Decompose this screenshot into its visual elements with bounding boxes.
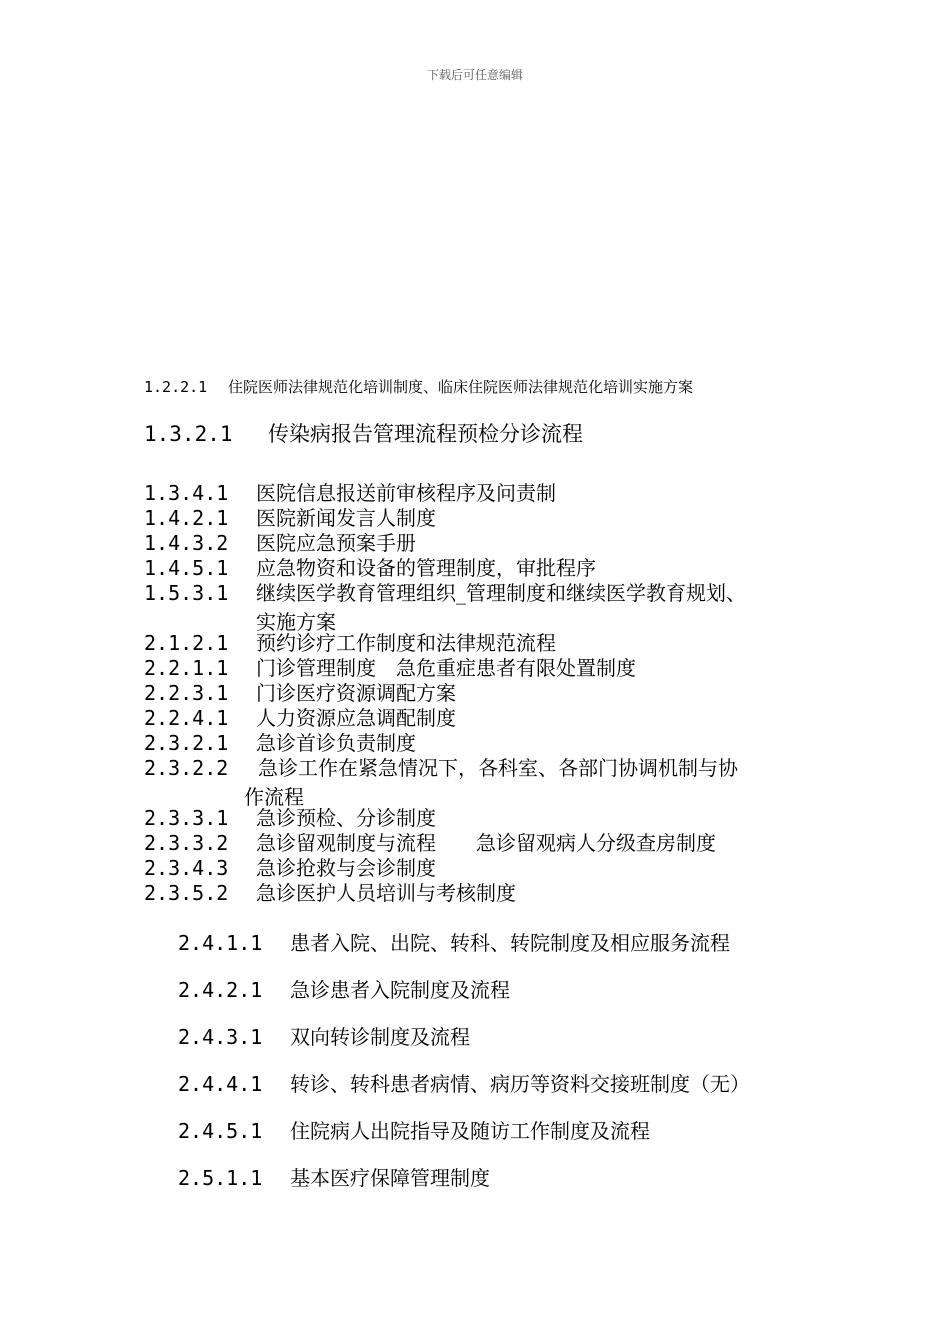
entry-title: 人力资源应急调配制度 bbox=[256, 706, 456, 730]
entry-number: 2.4.2.1 bbox=[178, 978, 263, 1002]
entry-title: 急诊工作在紧急情况下，各科室、各部门协调机制与协 bbox=[258, 756, 738, 780]
entry-number: 2.3.2.2 bbox=[144, 756, 229, 780]
entry-number: 1.3.4.1 bbox=[144, 481, 229, 505]
entry-number: 2.2.3.1 bbox=[144, 681, 229, 705]
toc-entry bbox=[144, 418, 583, 448]
entry-number: 2.3.3.2 bbox=[144, 831, 229, 855]
entry-title: 门诊管理制度 急危重症患者有限处置制度 bbox=[256, 656, 636, 680]
entry-number: 1.3.2.1 bbox=[144, 422, 233, 446]
toc-entry bbox=[178, 1021, 470, 1050]
entry-title: 住院医师法律规范化培训制度、临床住院医师法律规范化培训实施方案 bbox=[228, 378, 694, 396]
entry-title: 急诊抢救与会诊制度 bbox=[256, 856, 436, 880]
toc-entry bbox=[178, 1115, 650, 1144]
entry-title: 急诊患者入院制度及流程 bbox=[290, 978, 510, 1002]
entry-title: 预约诊疗工作制度和法律规范流程 bbox=[256, 631, 556, 655]
entry-number: 2.3.5.2 bbox=[144, 881, 229, 905]
toc-entry bbox=[144, 806, 436, 831]
toc-entry bbox=[144, 556, 596, 581]
entry-number: 2.4.4.1 bbox=[178, 1072, 263, 1096]
toc-entry bbox=[144, 376, 693, 397]
entry-number: 2.2.1.1 bbox=[144, 656, 229, 680]
toc-entry bbox=[144, 831, 716, 856]
entry-number: 1.2.2.1 bbox=[144, 378, 208, 396]
page-header: 下载后可任意编辑 bbox=[426, 68, 523, 82]
entry-title: 患者入院、出院、转科、转院制度及相应服务流程 bbox=[290, 931, 730, 955]
entry-number: 2.4.5.1 bbox=[178, 1119, 263, 1143]
entry-number: 1.4.5.1 bbox=[144, 556, 229, 580]
entry-title: 医院新闻发言人制度 bbox=[256, 506, 436, 530]
entry-title: 医院应急预案手册 bbox=[256, 531, 416, 555]
entry-number: 2.2.4.1 bbox=[144, 706, 229, 730]
toc-entry bbox=[144, 506, 436, 531]
toc-entry bbox=[144, 731, 416, 756]
entry-title: 门诊医疗资源调配方案 bbox=[256, 681, 456, 705]
entry-title: 继续医学教育管理组织_管理制度和继续医学教育规划、 bbox=[256, 581, 746, 605]
toc-entry bbox=[178, 1162, 490, 1191]
toc-entry bbox=[144, 681, 456, 706]
entry-title-continuation: 实施方案 bbox=[256, 610, 336, 634]
entry-number: 2.5.1.1 bbox=[178, 1166, 263, 1190]
toc-entry bbox=[144, 581, 746, 606]
toc-entry bbox=[144, 756, 738, 781]
entry-title: 急诊预检、分诊制度 bbox=[256, 806, 436, 830]
entry-number: 2.4.3.1 bbox=[178, 1025, 263, 1049]
toc-entry bbox=[178, 974, 510, 1003]
entry-title: 住院病人出院指导及随访工作制度及流程 bbox=[290, 1119, 650, 1143]
entry-number: 2.4.1.1 bbox=[178, 931, 263, 955]
entry-title: 医院信息报送前审核程序及问责制 bbox=[256, 481, 556, 505]
toc-entry bbox=[178, 927, 730, 956]
toc-entry bbox=[144, 856, 436, 881]
toc-entry bbox=[144, 706, 456, 731]
entry-number: 2.3.3.1 bbox=[144, 806, 229, 830]
entry-title: 急诊留观制度与流程 急诊留观病人分级查房制度 bbox=[256, 831, 716, 855]
toc-entry bbox=[178, 1068, 750, 1097]
toc-entry bbox=[144, 881, 516, 906]
entry-title: 急诊医护人员培训与考核制度 bbox=[256, 881, 516, 905]
entry-title: 应急物资和设备的管理制度，审批程序 bbox=[256, 556, 596, 580]
entry-title: 传染病报告管理流程预检分诊流程 bbox=[268, 422, 583, 446]
entry-title: 基本医疗保障管理制度 bbox=[290, 1166, 490, 1190]
entry-title: 转诊、转科患者病情、病历等资料交接班制度（无） bbox=[290, 1072, 750, 1096]
entry-number: 1.4.3.2 bbox=[144, 531, 229, 555]
toc-entry bbox=[144, 631, 556, 656]
entry-number: 2.3.2.1 bbox=[144, 731, 229, 755]
entry-number: 1.5.3.1 bbox=[144, 581, 229, 605]
entry-number: 2.3.4.3 bbox=[144, 856, 229, 880]
toc-entry bbox=[144, 481, 556, 506]
toc-entry bbox=[144, 531, 416, 556]
entry-number: 2.1.2.1 bbox=[144, 631, 229, 655]
entry-number: 1.4.2.1 bbox=[144, 506, 229, 530]
toc-entry bbox=[144, 656, 636, 681]
entry-title: 急诊首诊负责制度 bbox=[256, 731, 416, 755]
entry-title: 双向转诊制度及流程 bbox=[290, 1025, 470, 1049]
entry-title-continuation: 作流程 bbox=[244, 785, 304, 809]
